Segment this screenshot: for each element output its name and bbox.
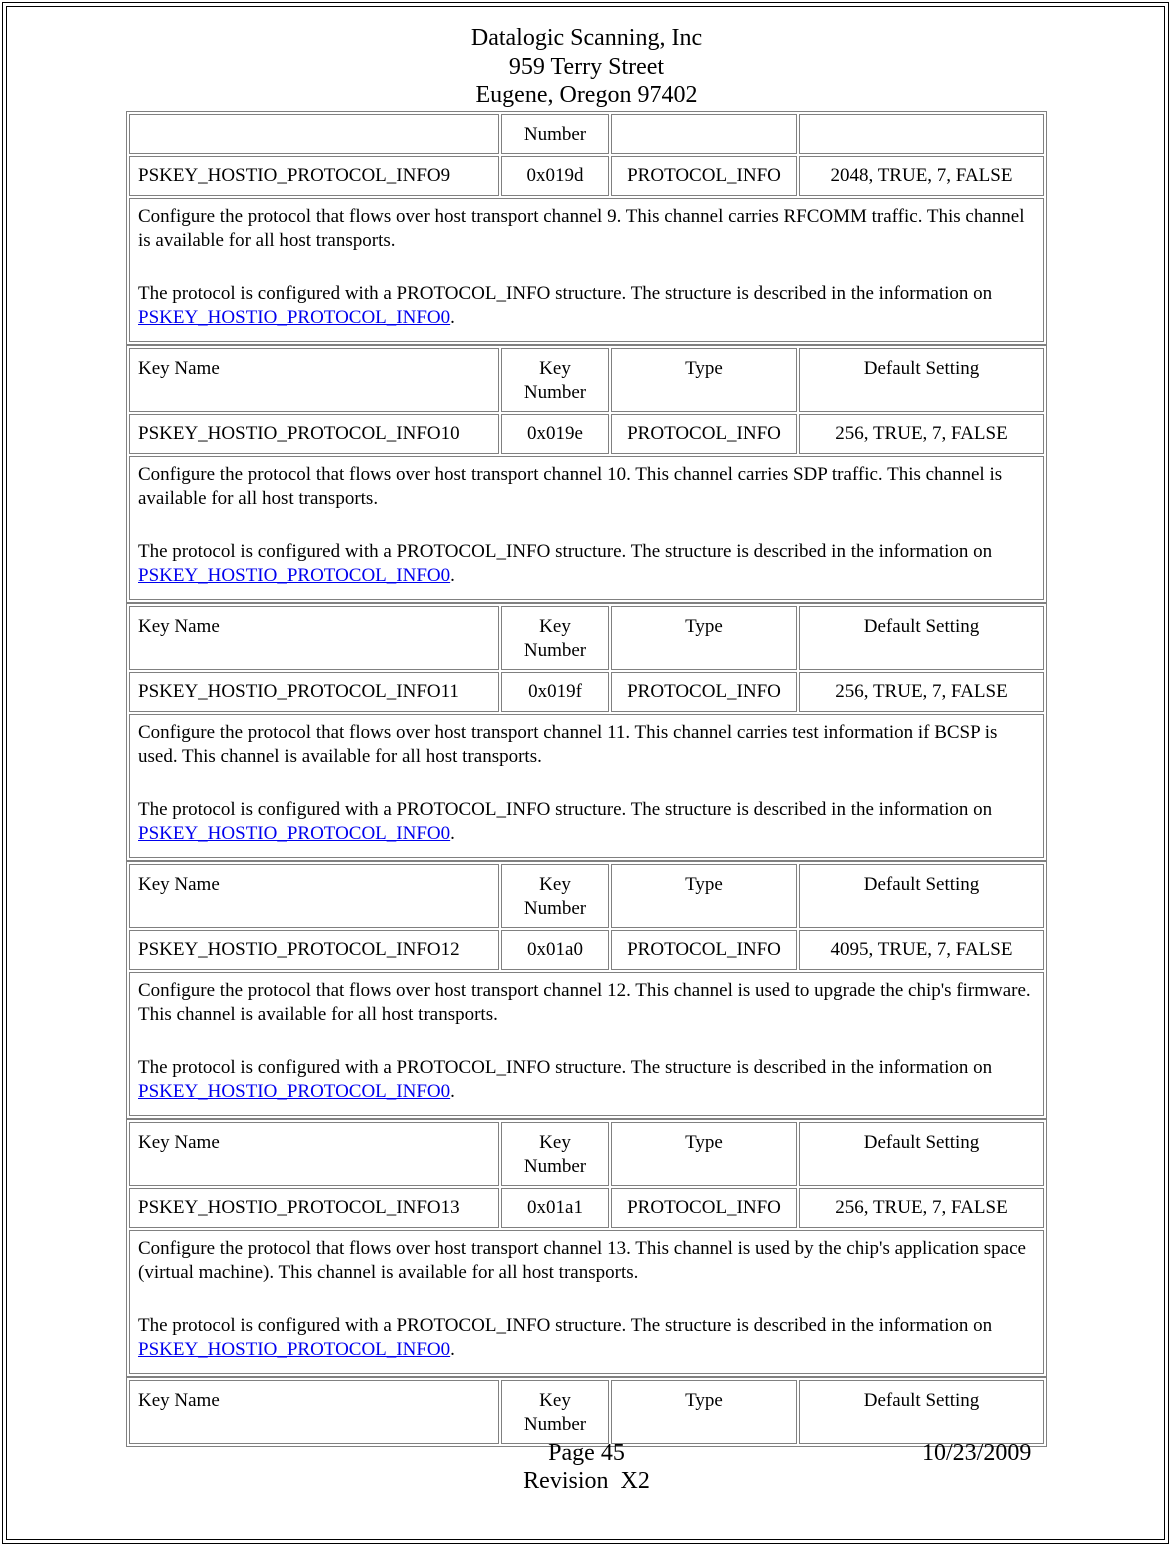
description-structure-note: The protocol is configured with a PROTOCOL_INFO structure. The structure is described in the information on PSKEY_HOSTIO_PROTOCOL_INFO0. bbox=[138, 541, 993, 586]
protocol-info0-link[interactable]: PSKEY_HOSTIO_PROTOCOL_INFO0 bbox=[138, 1339, 451, 1360]
table-description-row bbox=[129, 972, 1044, 1116]
default-setting-value: 2048, TRUE, 7, FALSE bbox=[799, 156, 1044, 196]
description-cell bbox=[129, 456, 1044, 600]
protocol-info0-link[interactable]: PSKEY_HOSTIO_PROTOCOL_INFO0 bbox=[138, 307, 451, 328]
table-header-row bbox=[129, 348, 1044, 412]
page-number: Page 45 bbox=[548, 1440, 625, 1466]
header-default-setting: Default Setting bbox=[799, 1380, 1044, 1444]
table-header-row bbox=[129, 1380, 1044, 1444]
header-key-number: Key Number bbox=[501, 1380, 609, 1444]
header-cell-empty bbox=[799, 114, 1044, 154]
table-description-row bbox=[129, 198, 1044, 342]
header-key-name: Key Name bbox=[129, 1380, 499, 1444]
description-text: Configure the protocol that flows over host transport channel 13. This channel is used by the chip's application space (virtual machine). This channel is available for all host transports. bbox=[138, 1238, 1026, 1283]
header-type: Type bbox=[611, 1380, 797, 1444]
header-type: Type bbox=[611, 864, 797, 928]
description-structure-note: The protocol is configured with a PROTOCOL_INFO structure. The structure is described in the information on PSKEY_HOSTIO_PROTOCOL_INFO0. bbox=[138, 1315, 993, 1360]
table-description-row bbox=[129, 714, 1044, 858]
type-value: PROTOCOL_INFO bbox=[611, 1188, 797, 1228]
key-name-value: PSKEY_HOSTIO_PROTOCOL_INFO10 bbox=[129, 414, 499, 454]
key-name-value: PSKEY_HOSTIO_PROTOCOL_INFO11 bbox=[129, 672, 499, 712]
description-structure-note: The protocol is configured with a PROTOCOL_INFO structure. The structure is described in the information on PSKEY_HOSTIO_PROTOCOL_INFO0. bbox=[138, 1057, 993, 1102]
letterhead bbox=[0, 24, 1173, 110]
table-value-row bbox=[129, 1188, 1044, 1228]
description-structure-note: The protocol is configured with a PROTOCOL_INFO structure. The structure is described in the information on PSKEY_HOSTIO_PROTOCOL_INFO0. bbox=[138, 799, 993, 844]
table-value-row bbox=[129, 156, 1044, 196]
header-key-number: Key Number bbox=[501, 606, 609, 670]
pskey-table-info13 bbox=[126, 1119, 1047, 1377]
description-text: Configure the protocol that flows over host transport channel 9. This channel carries RFCOMM traffic. This channel is available for all host transports. bbox=[138, 206, 1025, 251]
key-number-value: 0x01a1 bbox=[501, 1188, 609, 1228]
key-name-value: PSKEY_HOSTIO_PROTOCOL_INFO9 bbox=[129, 156, 499, 196]
default-setting-value: 256, TRUE, 7, FALSE bbox=[799, 672, 1044, 712]
description-cell bbox=[129, 1230, 1044, 1374]
header-type: Type bbox=[611, 606, 797, 670]
header-default-setting: Default Setting bbox=[799, 864, 1044, 928]
type-value: PROTOCOL_INFO bbox=[611, 672, 797, 712]
revision: Revision X2 bbox=[523, 1468, 650, 1494]
key-number-value: 0x019e bbox=[501, 414, 609, 454]
table-header-row bbox=[129, 1122, 1044, 1186]
table-value-row bbox=[129, 930, 1044, 970]
key-name-value: PSKEY_HOSTIO_PROTOCOL_INFO12 bbox=[129, 930, 499, 970]
pskey-table-next bbox=[126, 1377, 1047, 1447]
table-header-row bbox=[129, 114, 1044, 154]
description-text: Configure the protocol that flows over host transport channel 10. This channel carries SDP traffic. This channel is available for all host transports. bbox=[138, 464, 1003, 509]
table-description-row bbox=[129, 456, 1044, 600]
footer-date: 10/23/2009 bbox=[922, 1440, 1032, 1466]
pskey-table-info11 bbox=[126, 603, 1047, 861]
table-value-row bbox=[129, 672, 1044, 712]
description-structure-note: The protocol is configured with a PROTOCOL_INFO structure. The structure is described in the information on PSKEY_HOSTIO_PROTOCOL_INFO0. bbox=[138, 283, 993, 328]
header-key-number: Key Number bbox=[501, 1122, 609, 1186]
default-setting-value: 256, TRUE, 7, FALSE bbox=[799, 414, 1044, 454]
key-number-value: 0x019d bbox=[501, 156, 609, 196]
company-city: Eugene, Oregon 97402 bbox=[475, 82, 698, 108]
table-header-row bbox=[129, 606, 1044, 670]
header-default-setting: Default Setting bbox=[799, 606, 1044, 670]
header-key-name: Key Name bbox=[129, 864, 499, 928]
key-number-value: 0x01a0 bbox=[501, 930, 609, 970]
pskey-table-info12 bbox=[126, 861, 1047, 1119]
header-key-name: Key Name bbox=[129, 348, 499, 412]
default-setting-value: 4095, TRUE, 7, FALSE bbox=[799, 930, 1044, 970]
key-number-value: 0x019f bbox=[501, 672, 609, 712]
header-key-number: Key Number bbox=[501, 348, 609, 412]
company-name: Datalogic Scanning, Inc bbox=[470, 25, 703, 51]
header-key-name: Key Name bbox=[129, 1122, 499, 1186]
header-cell-empty bbox=[611, 114, 797, 154]
type-value: PROTOCOL_INFO bbox=[611, 930, 797, 970]
key-name-value: PSKEY_HOSTIO_PROTOCOL_INFO13 bbox=[129, 1188, 499, 1228]
header-cell-key-number: Number bbox=[501, 114, 609, 154]
type-value: PROTOCOL_INFO bbox=[611, 414, 797, 454]
description-text: Configure the protocol that flows over host transport channel 12. This channel is used to upgrade the chip's firmware. This channel is available for all host transports. bbox=[138, 980, 1031, 1025]
type-value: PROTOCOL_INFO bbox=[611, 156, 797, 196]
header-type: Type bbox=[611, 1122, 797, 1186]
header-type: Type bbox=[611, 348, 797, 412]
pskey-table-info10 bbox=[126, 345, 1047, 603]
protocol-info0-link[interactable]: PSKEY_HOSTIO_PROTOCOL_INFO0 bbox=[138, 823, 451, 844]
header-default-setting: Default Setting bbox=[799, 1122, 1044, 1186]
company-street: 959 Terry Street bbox=[508, 53, 665, 80]
table-header-row bbox=[129, 864, 1044, 928]
protocol-info0-link[interactable]: PSKEY_HOSTIO_PROTOCOL_INFO0 bbox=[138, 565, 451, 586]
pskey-content bbox=[126, 111, 1047, 1447]
protocol-info0-link[interactable]: PSKEY_HOSTIO_PROTOCOL_INFO0 bbox=[138, 1081, 451, 1102]
default-setting-value: 256, TRUE, 7, FALSE bbox=[799, 1188, 1044, 1228]
header-cell-empty bbox=[129, 114, 499, 154]
header-key-number: Key Number bbox=[501, 864, 609, 928]
description-text: Configure the protocol that flows over host transport channel 11. This channel carries test information if BCSP is used. This channel is available for all host transports. bbox=[138, 722, 998, 767]
description-cell bbox=[129, 714, 1044, 858]
description-cell bbox=[129, 972, 1044, 1116]
description-cell bbox=[129, 198, 1044, 342]
header-default-setting: Default Setting bbox=[799, 348, 1044, 412]
table-description-row bbox=[129, 1230, 1044, 1374]
header-key-name: Key Name bbox=[129, 606, 499, 670]
pskey-table-info9 bbox=[126, 111, 1047, 345]
table-value-row bbox=[129, 414, 1044, 454]
